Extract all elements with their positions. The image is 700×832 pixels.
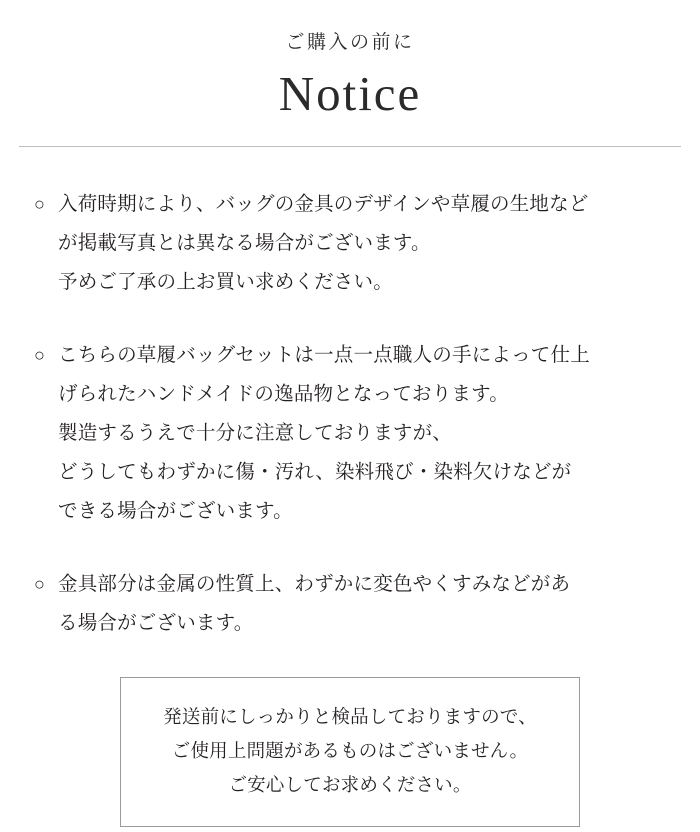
list-item	[34, 185, 666, 302]
text-line: が掲載写真とは異なる場合がございます。	[58, 231, 431, 254]
notice-list	[0, 185, 700, 643]
list-item-text	[58, 185, 666, 302]
page-subtitle: ご購入の前に	[285, 32, 415, 53]
text-line: 金具部分は金属の性質上、わずかに変色やくすみなどがあ	[58, 572, 571, 595]
list-item-text	[58, 565, 666, 643]
text-line: ご安心してお求めください。	[228, 773, 472, 795]
text-line: る場合がございます。	[58, 611, 254, 634]
text-line: 発送前にしっかりと検品しておりますので、	[163, 705, 537, 727]
page-header	[0, 0, 700, 124]
text-line: 製造するうえで十分に注意しておりますが、	[58, 421, 453, 444]
list-item	[34, 565, 666, 643]
header-divider	[19, 146, 681, 147]
list-item	[34, 336, 666, 531]
text-line: 予めご了承の上お買い求めください。	[58, 270, 393, 293]
text-line: 入荷時期により、バッグの金具のデザインや草履の生地など	[58, 192, 589, 215]
bullet-marker: ○	[34, 344, 45, 365]
text-line: できる場合がございます。	[58, 499, 293, 522]
text-line: こちらの草履バッグセットは一点一点職人の手によって仕上	[58, 343, 590, 366]
text-line: ご使用上問題があるものはございません。	[171, 739, 529, 761]
assurance-box	[120, 677, 580, 827]
bullet-marker: ○	[34, 573, 45, 594]
page-title: Notice	[278, 65, 422, 121]
list-item-text	[58, 336, 666, 531]
text-line: どうしてもわずかに傷・汚れ、染料飛び・染料欠けなどが	[58, 460, 572, 483]
text-line: げられたハンドメイドの逸品物となっております。	[58, 382, 509, 405]
bottom-box-container	[0, 677, 700, 827]
bullet-marker: ○	[34, 193, 45, 214]
